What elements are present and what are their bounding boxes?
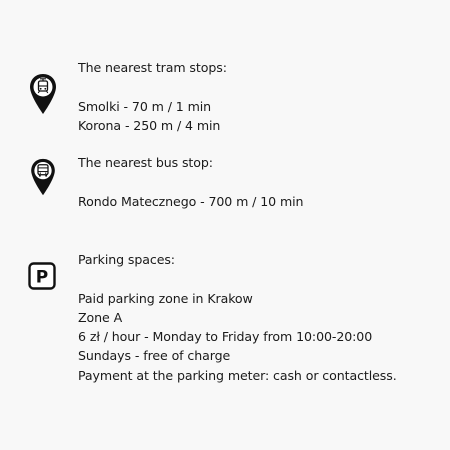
tram-pin-icon [28, 72, 58, 116]
parking-zone-city: Paid parking zone in Krakow [78, 290, 253, 306]
parking-icon-letter: P [35, 267, 49, 288]
bus-pin-icon [28, 157, 58, 197]
bus-title: The nearest bus stop: [78, 155, 213, 170]
tram-title: The nearest tram stops: [78, 60, 227, 75]
parking-zone-name: Zone A [78, 309, 123, 325]
parking-sundays: Sundays - free of charge [78, 348, 231, 364]
parking-icon [28, 262, 56, 290]
parking-payment: Payment at the parking meter: cash or contactless. [78, 367, 397, 383]
parking-title: Parking spaces: [78, 252, 175, 267]
tram-stop-smolki: Smolki - 70 m / 1 min [78, 98, 212, 114]
tram-stop-korona: Korona - 250 m / 4 min [78, 117, 221, 133]
bus-stop-rondo-matecznego: Rondo Matecznego - 700 m / 10 min [78, 193, 304, 209]
parking-rate: 6 zł / hour - Monday to Friday from 10:00-20:00 [78, 329, 373, 345]
